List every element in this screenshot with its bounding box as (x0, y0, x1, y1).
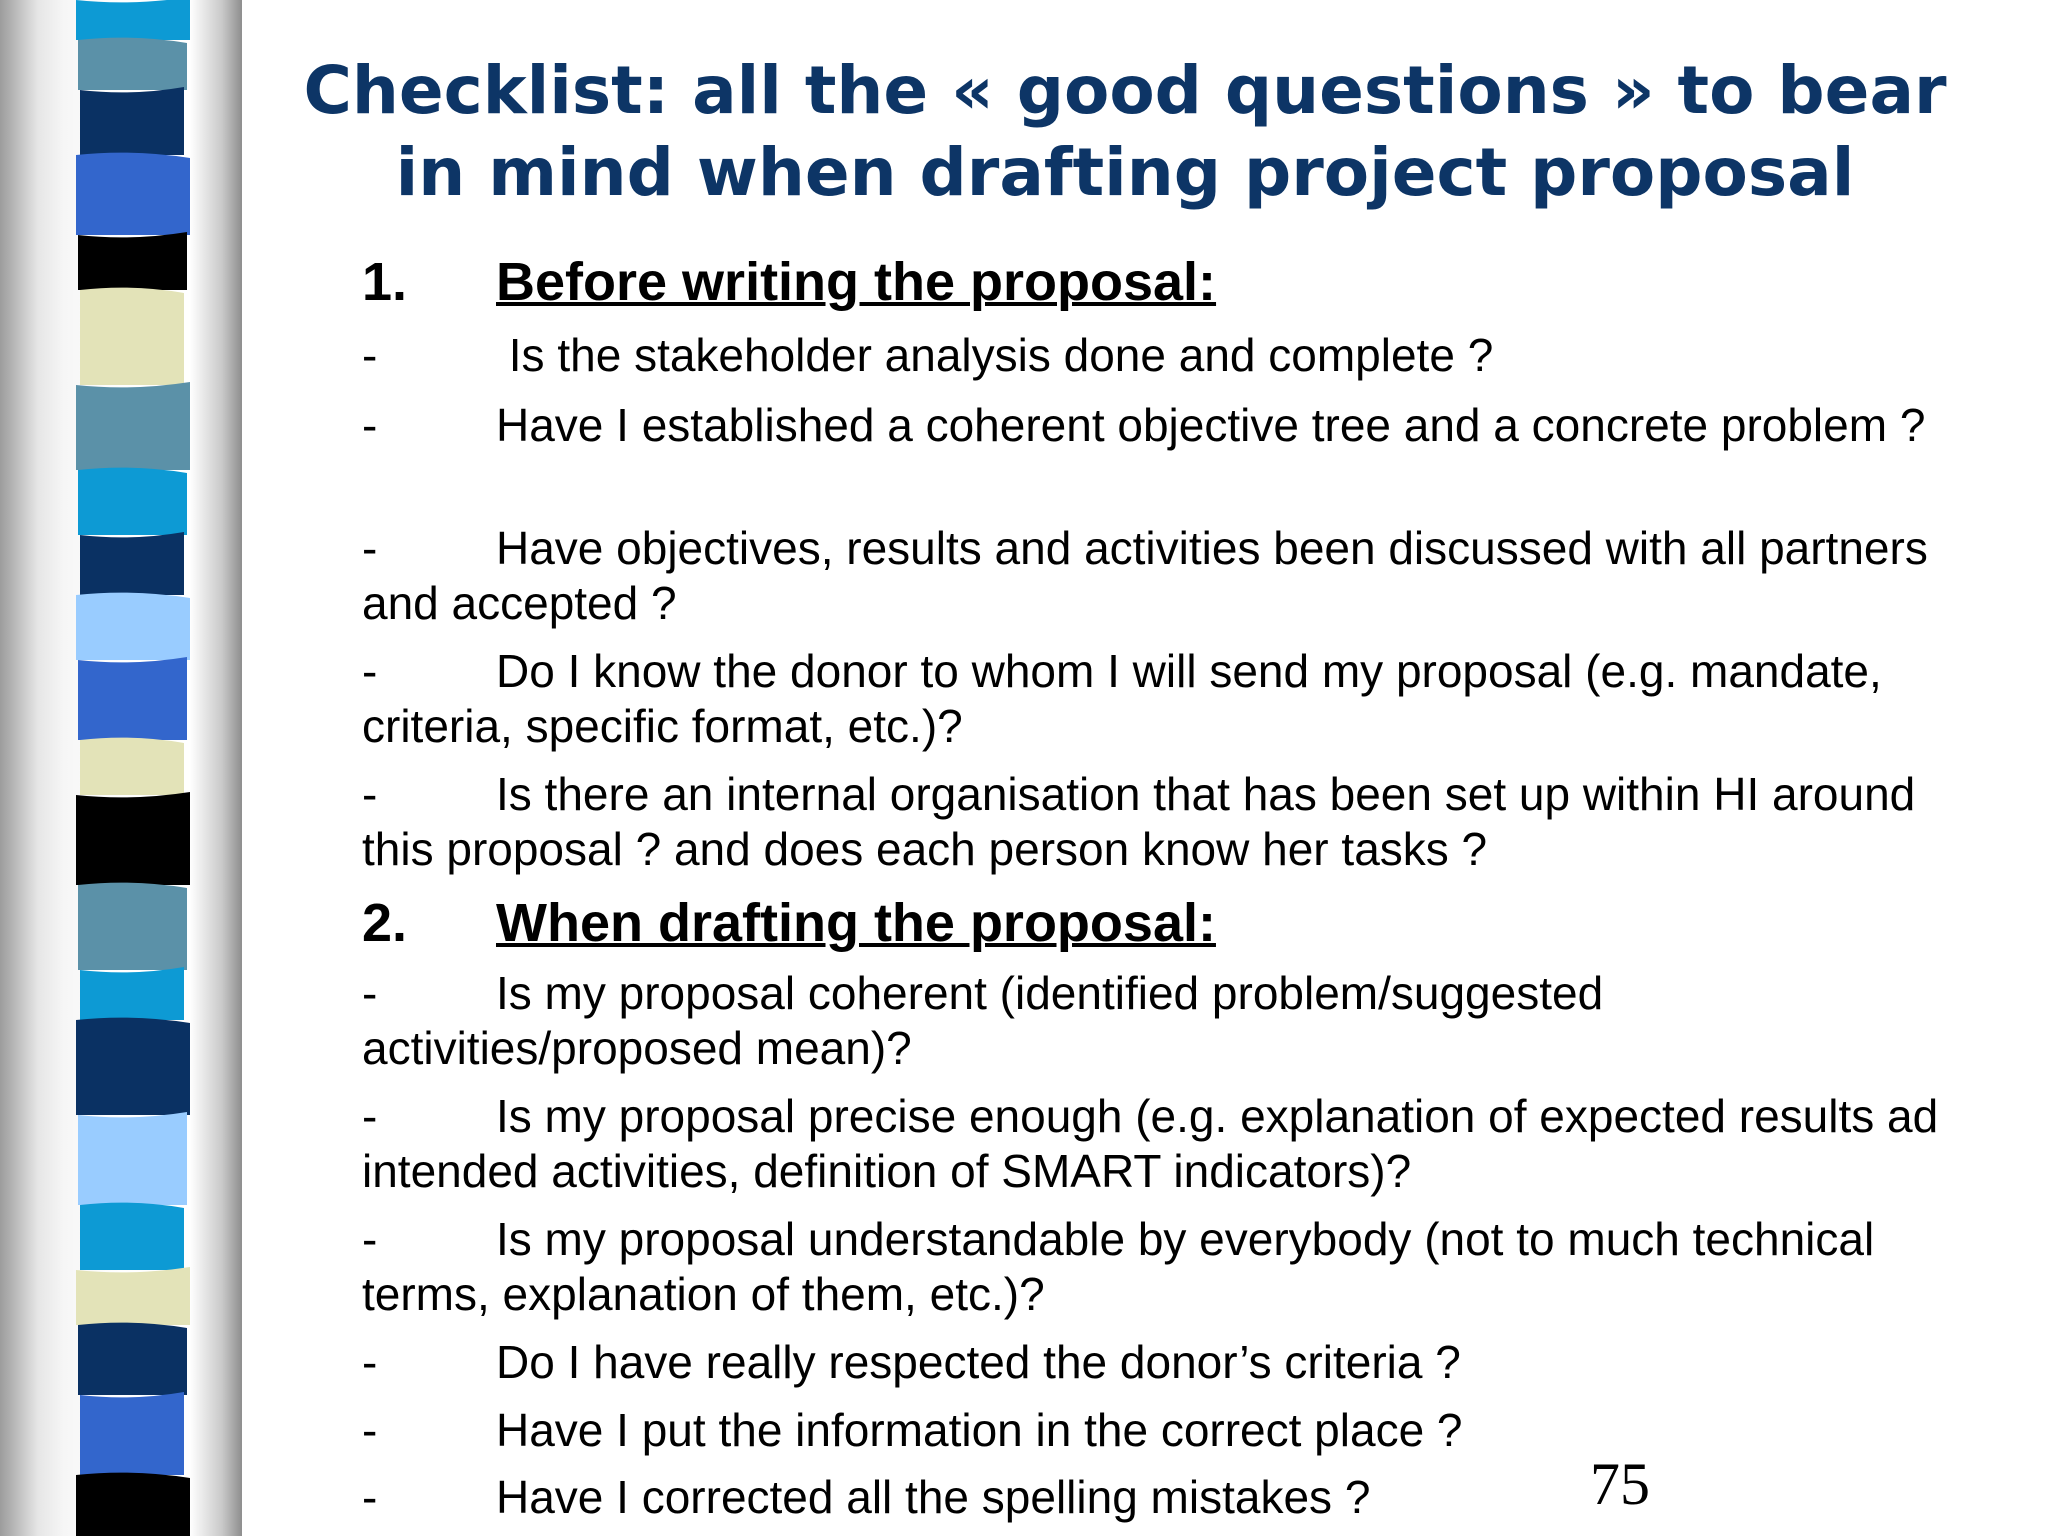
checklist-item (362, 644, 1982, 754)
bullet-dash: - (362, 329, 378, 381)
section-title: When drafting the proposal: (496, 893, 1216, 953)
stripe-band (76, 593, 190, 660)
stripe-band (78, 38, 187, 90)
stripe-band (80, 1203, 184, 1270)
stripe-band (78, 232, 187, 290)
stripe-band (78, 1323, 187, 1395)
checklist-item-text: Is my proposal understandable by everybody (not to much technical terms, explanation of them, etc.)? (362, 1213, 1875, 1320)
checklist-item (362, 966, 1982, 1076)
bullet-dash: - (362, 1471, 378, 1523)
checklist-item-text: Do I know the donor to whom I will send my proposal (e.g. mandate, criteria, specific format, etc.)? (362, 645, 1882, 752)
checklist-item-text: Is my proposal coherent (identified problem/suggested activities/proposed mean)? (362, 967, 1604, 1074)
checklist-item (362, 1089, 1982, 1199)
page-number: 75 (1590, 1451, 1650, 1517)
stripe-band (80, 87, 184, 155)
checklist-item (362, 1335, 1982, 1390)
checklist-item-text: Have I corrected all the spelling mistakes ? (496, 1471, 1371, 1523)
bullet-dash: - (362, 768, 378, 820)
bullet-dash: - (362, 1336, 378, 1388)
section-number: 2. (362, 893, 408, 953)
stripe-graphic (62, 0, 202, 1536)
stripe-band (80, 967, 184, 1020)
stripe-band (76, 153, 190, 235)
stripe-band (76, 1473, 190, 1536)
checklist-item-text: Do I have really respected the donor’s criteria ? (496, 1336, 1461, 1388)
checklist-item (362, 328, 1982, 383)
checklist-item-text: Is my proposal precise enough (e.g. explanation of expected results ad intended activities, definition of SMART indicators)? (362, 1090, 1939, 1197)
stripe-band (80, 738, 184, 795)
bullet-dash: - (362, 399, 378, 451)
stripe-band (76, 792, 190, 885)
bullet-dash: - (362, 967, 378, 1019)
bullet-dash: - (362, 1213, 378, 1265)
bullet-dash: - (362, 522, 378, 574)
stripe-band (78, 468, 187, 535)
stripe-band (76, 1018, 190, 1115)
bullet-dash: - (362, 645, 378, 697)
stripe-band (78, 1112, 187, 1205)
checklist-item (362, 1212, 1982, 1322)
stripe-band (78, 657, 187, 740)
stripe-band (76, 382, 190, 470)
stripe-band (80, 532, 184, 595)
checklist-item-text: Is the stakeholder analysis done and complete ? (496, 329, 1494, 381)
checklist-item (362, 767, 1982, 877)
checklist-item-text: Have I put the information in the correct place ? (496, 1404, 1463, 1456)
stripe-band (80, 288, 184, 385)
bullet-dash: - (362, 1090, 378, 1142)
checklist-item (362, 398, 1982, 453)
stripe-band (76, 1267, 190, 1325)
section-title: Before writing the proposal: (496, 252, 1217, 312)
section-number: 1. (362, 252, 408, 312)
stripe-band (78, 883, 187, 970)
bullet-dash: - (362, 1404, 378, 1456)
checklist-item-text: Is there an internal organisation that has been set up within HI around this proposal ? and does each person know her tasks ? (362, 768, 1916, 875)
checklist-item (362, 521, 1982, 631)
stripe-band (80, 1392, 184, 1475)
checklist-item (362, 1470, 1982, 1525)
slide-title: Checklist: all the « good questions » to bear in mind when drafting project proposal (303, 52, 1947, 211)
stripe-band (76, 0, 190, 40)
checklist-item (362, 1403, 1982, 1458)
checklist-item-text: Have objectives, results and activities been discussed with all partners and accepted ? (362, 522, 1928, 629)
decorative-stripe-column (62, 0, 202, 1536)
checklist-item-text: Have I established a coherent objective tree and a concrete problem ? (496, 399, 1926, 451)
